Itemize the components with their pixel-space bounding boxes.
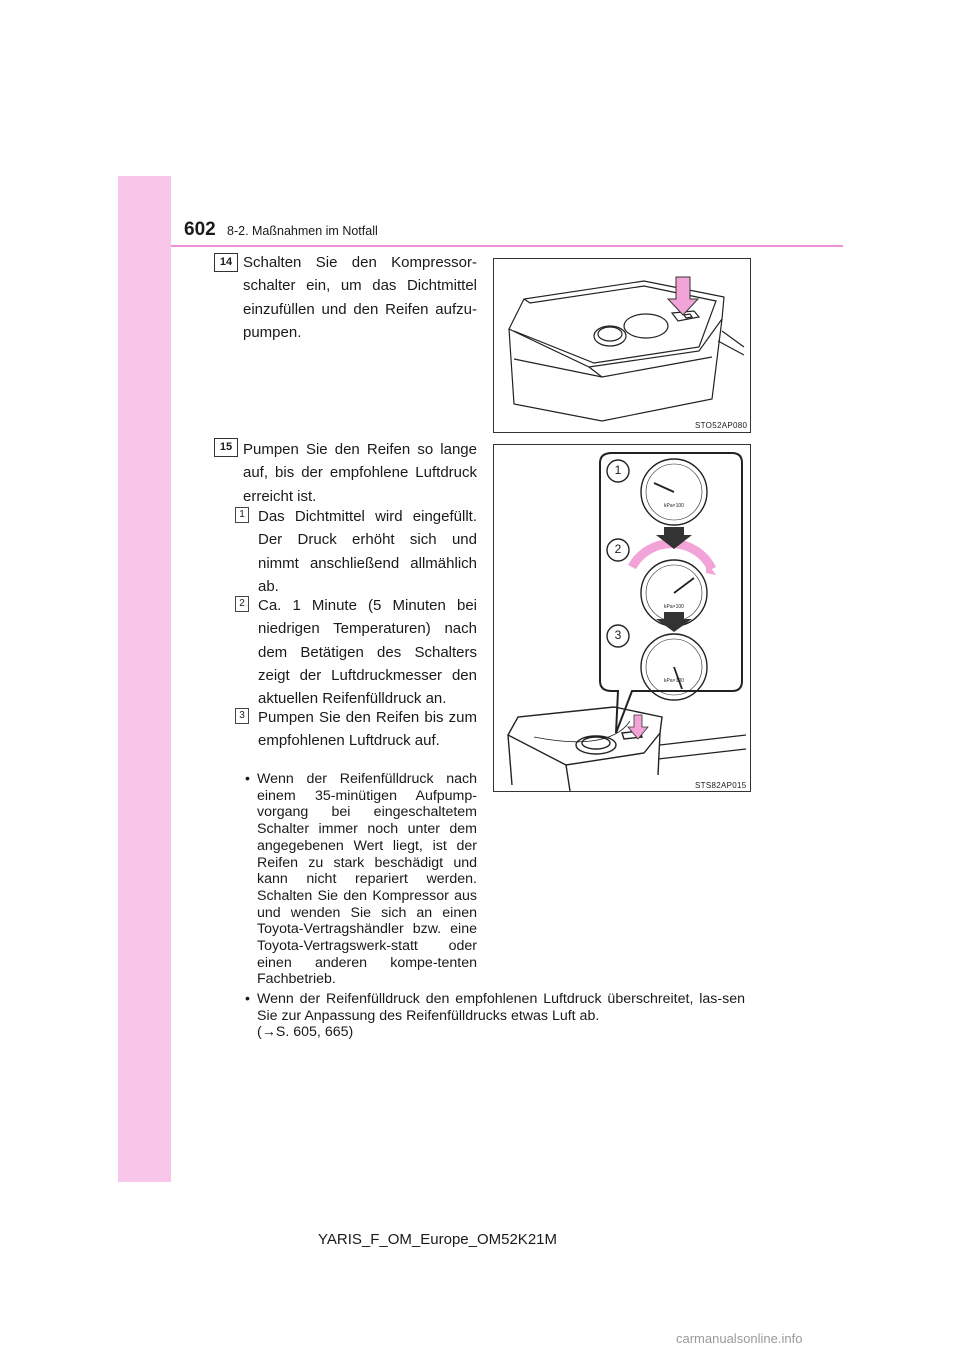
header-rule (171, 245, 843, 247)
section-title: 8-2. Maßnahmen im Notfall (227, 224, 378, 238)
substep-2-badge: 2 (235, 596, 249, 612)
substep-3-badge: 3 (235, 708, 249, 724)
figure-label-1: 1 (614, 463, 622, 477)
bullet-item-2 (245, 991, 745, 1041)
gauge-unit-label: kPa×100 (664, 678, 684, 684)
compressor-switch-illustration (494, 259, 750, 432)
bullet-item-1 (245, 771, 477, 988)
step-15-text: Pumpen Sie den Reifen so lange auf, bis der empfohlene Luftdruck erreicht ist. (243, 441, 477, 505)
gauge-unit-label: kPa×100 (664, 503, 684, 509)
pressure-gauge-illustration (494, 445, 750, 791)
gauge-unit-label: kPa×100 (664, 604, 684, 610)
substep-3-text: Pumpen Sie den Reifen bis zum empfohlenen Luftdruck auf. (258, 709, 477, 750)
bullet-text: Wenn der Reifenfülldruck nach einem 35-minütigen Aufpump-vorgang bei eingeschaltetem Schalter immer noch unter dem angegebenen Wert liegt, ist der Reifen zu stark beschädigt und kann nicht repariert werden. Schalten Sie den Kompressor aus und wenden Sie sich an einen Toyota-Vertragshändler bzw. eine Toyota-Vertragswerk-statt oder einen anderen kompe-tenten Fachbetrieb. (257, 771, 477, 988)
bullet-symbol: • (245, 991, 250, 1007)
bullet-symbol: • (245, 771, 250, 787)
figure-label-2: 2 (614, 542, 622, 556)
substep-2-text: Ca. 1 Minute (5 Minuten bei niedrigen Temperaturen) nach dem Betätigen des Schalters zeigt der Luftdruckmesser den aktuellen Reifenfülldruck an. (258, 597, 477, 708)
chapter-sidebar-tab (118, 176, 171, 1182)
figure-label-3: 3 (614, 628, 622, 642)
step-14-text: Schalten Sie den Kompressor-schalter ein, um das Dichtmittel einzufüllen und den Reifen aufzu-pumpen. (243, 254, 477, 341)
page-number: 602 (184, 219, 216, 240)
pressure-gauge-figure (493, 444, 751, 792)
document-footer: YARIS_F_OM_Europe_OM52K21M (318, 1231, 557, 1248)
substep-1-text: Das Dichtmittel wird eingefüllt. Der Druck erhöht sich und nimmt anschließend allmählich ab. (258, 508, 477, 595)
compressor-switch-figure (493, 258, 751, 433)
figure-code: STS82AP015 (695, 781, 747, 790)
figure-code: STO52AP080 (695, 421, 748, 430)
watermark: carmanualsonline.info (676, 1331, 803, 1346)
bullet-text: Wenn der Reifenfülldruck den empfohlenen Luftdruck überschreitet, las-sen Sie zur Anpassung des Reifenfülldrucks etwas Luft ab. (257, 991, 745, 1024)
substep-1-badge: 1 (235, 507, 249, 523)
page-reference: (→S. 605, 665) (257, 1024, 354, 1041)
step-15-badge: 15 (214, 438, 238, 457)
step-14-badge: 14 (214, 253, 238, 272)
